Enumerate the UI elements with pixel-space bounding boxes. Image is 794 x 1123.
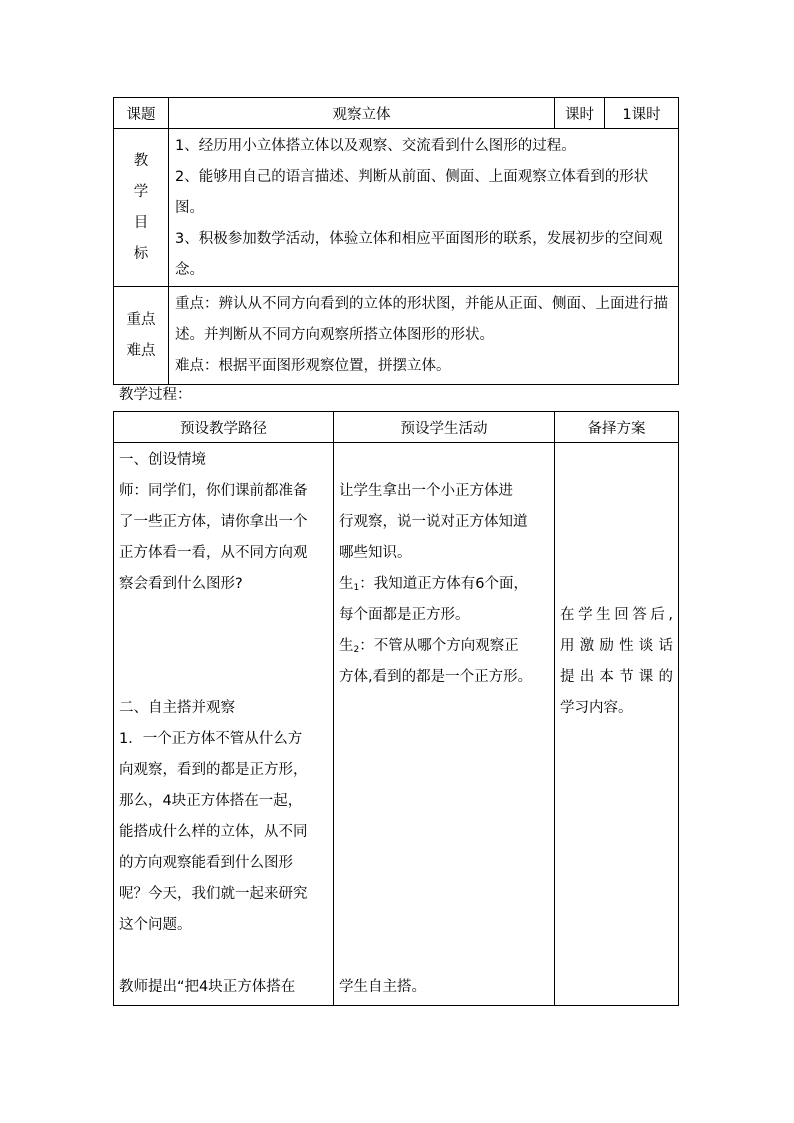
teacher-line: 1．一个正方体不管从什么方 (119, 731, 303, 747)
student-line: 方体,看到的都是一个正方形。 (339, 669, 533, 685)
subject-label: 课题 (114, 98, 169, 129)
teacher-line: 二、自主搭并观察 (119, 700, 235, 716)
blank-line (339, 755, 549, 786)
blank-line (560, 507, 673, 538)
student-text: ：不管从哪个方向观察正 (359, 638, 519, 654)
blank-line (119, 631, 328, 662)
blank-line (339, 848, 549, 879)
blank-line (560, 476, 673, 507)
student-line (339, 569, 549, 600)
blank-line (339, 910, 549, 941)
student-line: 行观察，说一说对正方体知道 (339, 514, 528, 530)
student-line: 每个面都是正方形。 (339, 607, 470, 623)
blank-line (119, 941, 328, 972)
goals-label-char: 教 (133, 152, 149, 169)
process-label: 教学过程： (119, 387, 192, 403)
goals-label-char: 标 (133, 245, 149, 262)
keypoints-label-line: 重点 (126, 311, 156, 328)
process-table (113, 411, 679, 1006)
teacher-line: 那么，4块正方体搭在一起， (119, 793, 303, 809)
student-line: 哪些知识。 (339, 545, 412, 561)
teacher-line: 察会看到什么图形? (119, 576, 243, 592)
teacher-line: 向观察，看到的都是正方形， (119, 762, 308, 778)
teacher-line: 一、创设情境 (119, 452, 206, 468)
teacher-line: 的方向观察能看到什么图形 (119, 855, 293, 871)
student-prefix: 生 (339, 576, 354, 592)
keypoints-label (114, 287, 169, 385)
period-value: 1课时 (605, 98, 679, 129)
header-student-activity: 预设学生活动 (334, 412, 555, 443)
blank-line (119, 600, 328, 631)
period-label: 课时 (555, 98, 605, 129)
goals-label-char: 学 (133, 183, 149, 200)
goals-label (114, 129, 169, 287)
difficult-point: 难点：根据平面图形观察位置，拼摆立体。 (175, 358, 451, 374)
process-body-row (114, 443, 679, 1006)
student-line: 让学生拿出一个小正方体进 (339, 483, 513, 499)
alternative-line: 用激励性谈话 (560, 638, 673, 654)
lesson-info-table (113, 97, 679, 385)
student-line (339, 631, 549, 662)
teacher-path-cell (114, 443, 334, 1006)
blank-line (339, 941, 549, 972)
keypoints-content (169, 287, 679, 385)
subject-row (114, 98, 679, 129)
alternative-line: 提出本节课的 (560, 669, 673, 685)
teacher-line: 了一些正方体，请你拿出一个 (119, 514, 308, 530)
blank-line (339, 879, 549, 910)
teacher-line: 能搭成什么样的立体，从不同 (119, 824, 308, 840)
blank-line (339, 786, 549, 817)
blank-line (339, 693, 549, 724)
goal-item: 2、能够用自己的语言描述、判断从前面、侧面、上面观察立体看到的形状图。 (175, 169, 649, 216)
student-subscript: 1 (353, 583, 360, 593)
header-alternative-plan: 备择方案 (555, 412, 679, 443)
student-activity-cell (334, 443, 555, 1006)
teacher-line: 师：同学们，你们课前都准备 (119, 483, 308, 499)
keypoints-row (114, 287, 679, 385)
teacher-line: 正方体看一看，从不同方向观 (119, 545, 308, 561)
alternative-plan-cell (555, 443, 679, 1006)
process-header-row (114, 412, 679, 443)
teacher-line: 这个问题。 (119, 917, 192, 933)
goal-item: 3、积极参加数学活动，体验立体和相应平面图形的联系，发展初步的空间观念。 (175, 231, 663, 278)
blank-line (560, 445, 673, 476)
header-teacher-path: 预设教学路径 (114, 412, 334, 443)
student-text: ：我知道正方体有6个面， (359, 576, 528, 592)
alternative-line: 在学生回答后, (560, 607, 673, 623)
blank-line (119, 662, 328, 693)
student-subscript: 2 (353, 645, 360, 655)
blank-line (560, 538, 673, 569)
goals-row (114, 129, 679, 287)
blank-line (560, 569, 673, 600)
goals-label-char: 目 (133, 214, 149, 231)
goals-content (169, 129, 679, 287)
student-prefix: 生 (339, 638, 354, 654)
key-point: 重点：辨认从不同方向看到的立体的形状图，并能从正面、侧面、上面进行描述。并判断从不同方向观察所搭立体图形的形状。 (175, 296, 668, 343)
blank-line (339, 445, 549, 476)
keypoints-label-line: 难点 (126, 342, 156, 359)
alternative-line: 学习内容。 (560, 700, 633, 716)
teacher-line: 呢？今天，我们就一起来研究 (119, 886, 308, 902)
subject-value: 观察立体 (169, 98, 555, 129)
goal-item: 1、经历用小立体搭立体以及观察、交流看到什么图形的过程。 (175, 138, 576, 154)
blank-line (339, 817, 549, 848)
teacher-line: 教师提出“把4块正方体搭在 (119, 979, 296, 995)
student-line: 学生自主搭。 (339, 979, 426, 995)
blank-line (339, 724, 549, 755)
